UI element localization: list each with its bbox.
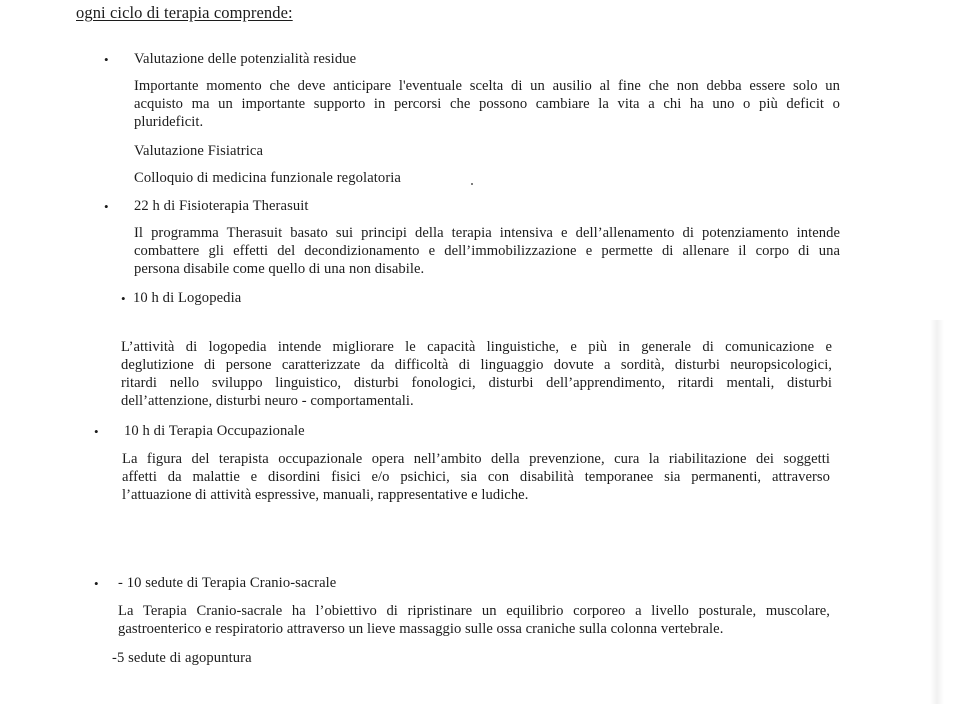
item-4-paragraph <box>122 450 830 504</box>
item-5-line-2: gastroenterico e respiratorio attraverso un lieve massaggio sulle ossa craniche sulla colonna vertebrale. <box>118 621 724 637</box>
item-1-extra-2: Colloquio di medicina funzionale regolatoria <box>134 170 402 186</box>
bullet-1: • <box>104 52 109 67</box>
item-5-paragraph <box>118 602 830 638</box>
item-2-title: 22 h di Fisioterapia Therasuit <box>134 198 309 214</box>
item-5-title: - 10 sedute di Terapia Cranio-sacrale <box>118 575 337 591</box>
item-3-line-3: ritardi nello sviluppo linguistico, disturbi fonologici, disturbi dell’apprendimento, ritardi mentali, disturbi <box>121 375 832 391</box>
bullet-4: • <box>94 424 99 439</box>
item-3-line-4: dell’attenzione, disturbi neuro - comportamentali. <box>121 393 414 409</box>
item-3-line-2: deglutizione di persone caratterizzate da difficoltà di linguaggio dovute a sordità, disturbi neuropsicologici, <box>121 357 832 373</box>
item-1-paragraph <box>134 77 840 131</box>
item-1-line-1: Importante momento che deve anticipare l'eventuale scelta di un ausilio al fine che non debba essere solo un <box>134 78 840 94</box>
item-4-line-1: La figura del terapista occupazionale opera nell’ambito della prevenzione, cura la riabilitazione dei soggetti <box>122 451 830 467</box>
scan-speck <box>471 183 473 185</box>
item-2-line-3: persona disabile come quello di una non disabile. <box>134 261 425 277</box>
bullet-2: • <box>104 199 109 214</box>
final-line: -5 sedute di agopuntura <box>112 650 252 666</box>
item-4-line-3: l’attuazione di attività espressive, manuali, rappresentative e ludiche. <box>122 487 529 503</box>
bullet-3: • <box>121 291 126 306</box>
item-3-paragraph <box>121 338 832 410</box>
item-2-line-1: Il programma Therasuit basato sui principi della terapia intensiva e dell’allenamento di potenziamento intende <box>134 225 840 241</box>
item-3-title: 10 h di Logopedia <box>133 290 242 306</box>
item-1-line-2: acquisto ma un importante supporto in percorsi che possono cambiare la vita a chi ha uno o più deficit o <box>134 96 840 112</box>
bullet-5: • <box>94 576 99 591</box>
item-2-line-2: combattere gli effetti del decondizionamento e dell’immobilizzazione e permette di allenare il corpo di una <box>134 243 840 259</box>
item-1-extra-1: Valutazione Fisiatrica <box>134 143 264 159</box>
item-5-line-1: La Terapia Cranio-sacrale ha l’obiettivo di ripristinare un equilibrio corporeo a livello posturale, muscolare, <box>118 603 830 619</box>
item-4-line-2: affetti da malattie e disordini fisici e/o psichici, sia con disabilità temporanee sia permanenti, attraverso <box>122 469 830 485</box>
page-heading: ogni ciclo di terapia comprende: <box>76 3 293 22</box>
item-4-title: 10 h di Terapia Occupazionale <box>124 423 305 439</box>
item-1-line-3: plurideficit. <box>134 114 204 130</box>
item-1-title: Valutazione delle potenzialità residue <box>134 51 357 67</box>
scan-edge-shadow <box>930 320 944 704</box>
item-3-line-1: L’attività di logopedia intende migliorare le capacità linguistiche, e più in generale di comunicazione e <box>121 339 832 355</box>
item-2-paragraph <box>134 224 840 278</box>
